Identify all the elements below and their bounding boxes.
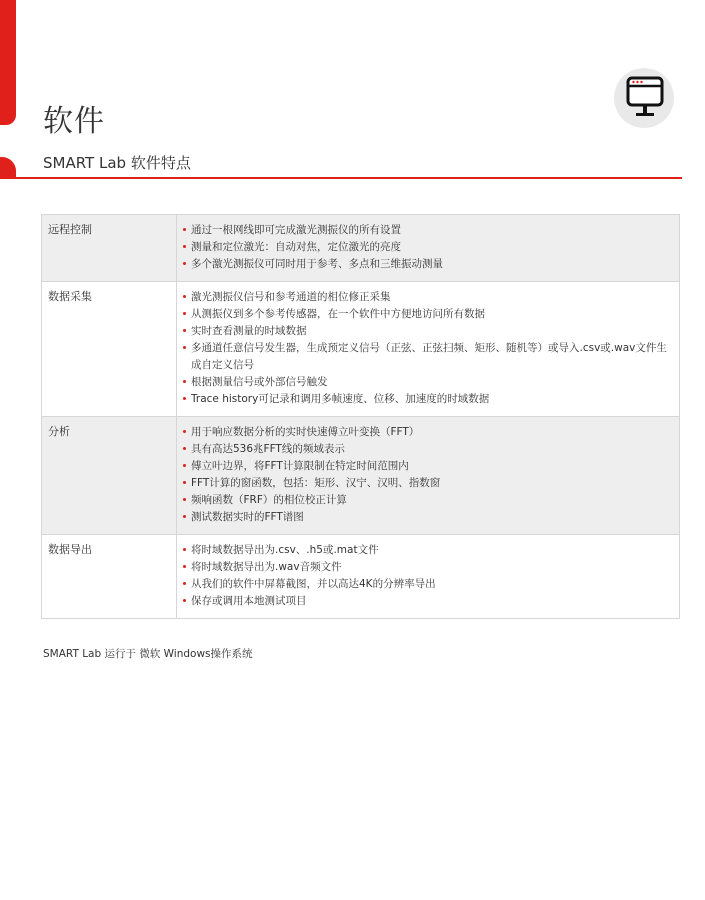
list-item: 测试数据实时的FFT谱图 <box>183 509 669 526</box>
list-item: 激光测振仪信号和参考通道的相位修正采集 <box>183 289 669 306</box>
red-accent-bar-mid <box>0 157 16 179</box>
feature-list-cell <box>177 535 680 619</box>
category-label: 数据采集 <box>42 282 177 417</box>
feature-table <box>41 214 680 619</box>
list-item: 根据测量信号或外部信号触发 <box>183 374 669 391</box>
list-item: 保存或调用本地测试项目 <box>183 593 669 610</box>
feature-list <box>183 424 669 526</box>
list-item: 傅立叶边界，将FFT计算限制在特定时间范围内 <box>183 458 669 475</box>
divider-line <box>16 177 682 179</box>
list-item: Trace history可记录和调用多帧速度、位移、加速度的时域数据 <box>183 391 669 408</box>
category-label: 数据导出 <box>42 535 177 619</box>
feature-list-cell <box>177 215 680 282</box>
red-accent-bar-top <box>0 0 16 125</box>
list-item: 多个激光测振仪可同时用于参考、多点和三维振动测量 <box>183 256 669 273</box>
list-item: 从我们的软件中屏幕截图，并以高达4K的分辨率导出 <box>183 576 669 593</box>
table-row <box>42 215 680 282</box>
list-item: 从测振仪到多个参考传感器，在一个软件中方便地访问所有数据 <box>183 306 669 323</box>
list-item: 多通道任意信号发生器，生成预定义信号（正弦、正弦扫频、矩形、随机等）或导入.csv或.wav文件生成自定义信号 <box>183 340 669 374</box>
monitor-icon <box>614 68 674 128</box>
table-row <box>42 417 680 535</box>
list-item: 频响函数（FRF）的相位校正计算 <box>183 492 669 509</box>
list-item: FFT计算的窗函数，包括：矩形、汉宁、汉明、指数窗 <box>183 475 669 492</box>
list-item: 用于响应数据分析的实时快速傅立叶变换（FFT） <box>183 424 669 441</box>
feature-list <box>183 222 669 273</box>
footer-note: SMART Lab 运行于 微软 Windows操作系统 <box>43 648 253 660</box>
list-item: 实时查看测量的时域数据 <box>183 323 669 340</box>
feature-list-cell <box>177 417 680 535</box>
feature-list <box>183 542 669 610</box>
list-item: 具有高达536兆FFT线的频域表示 <box>183 441 669 458</box>
feature-list-cell <box>177 282 680 417</box>
list-item: 测量和定位激光：自动对焦，定位激光的亮度 <box>183 239 669 256</box>
section-subtitle: SMART Lab 软件特点 <box>43 154 191 172</box>
category-label: 分析 <box>42 417 177 535</box>
feature-list <box>183 289 669 408</box>
list-item: 通过一根网线即可完成激光测振仪的所有设置 <box>183 222 669 239</box>
list-item: 将时域数据导出为.csv、.h5或.mat文件 <box>183 542 669 559</box>
table-row <box>42 535 680 619</box>
list-item: 将时域数据导出为.wav音频文件 <box>183 559 669 576</box>
page-title: 软件 <box>43 104 105 139</box>
category-label: 远程控制 <box>42 215 177 282</box>
table-row <box>42 282 680 417</box>
